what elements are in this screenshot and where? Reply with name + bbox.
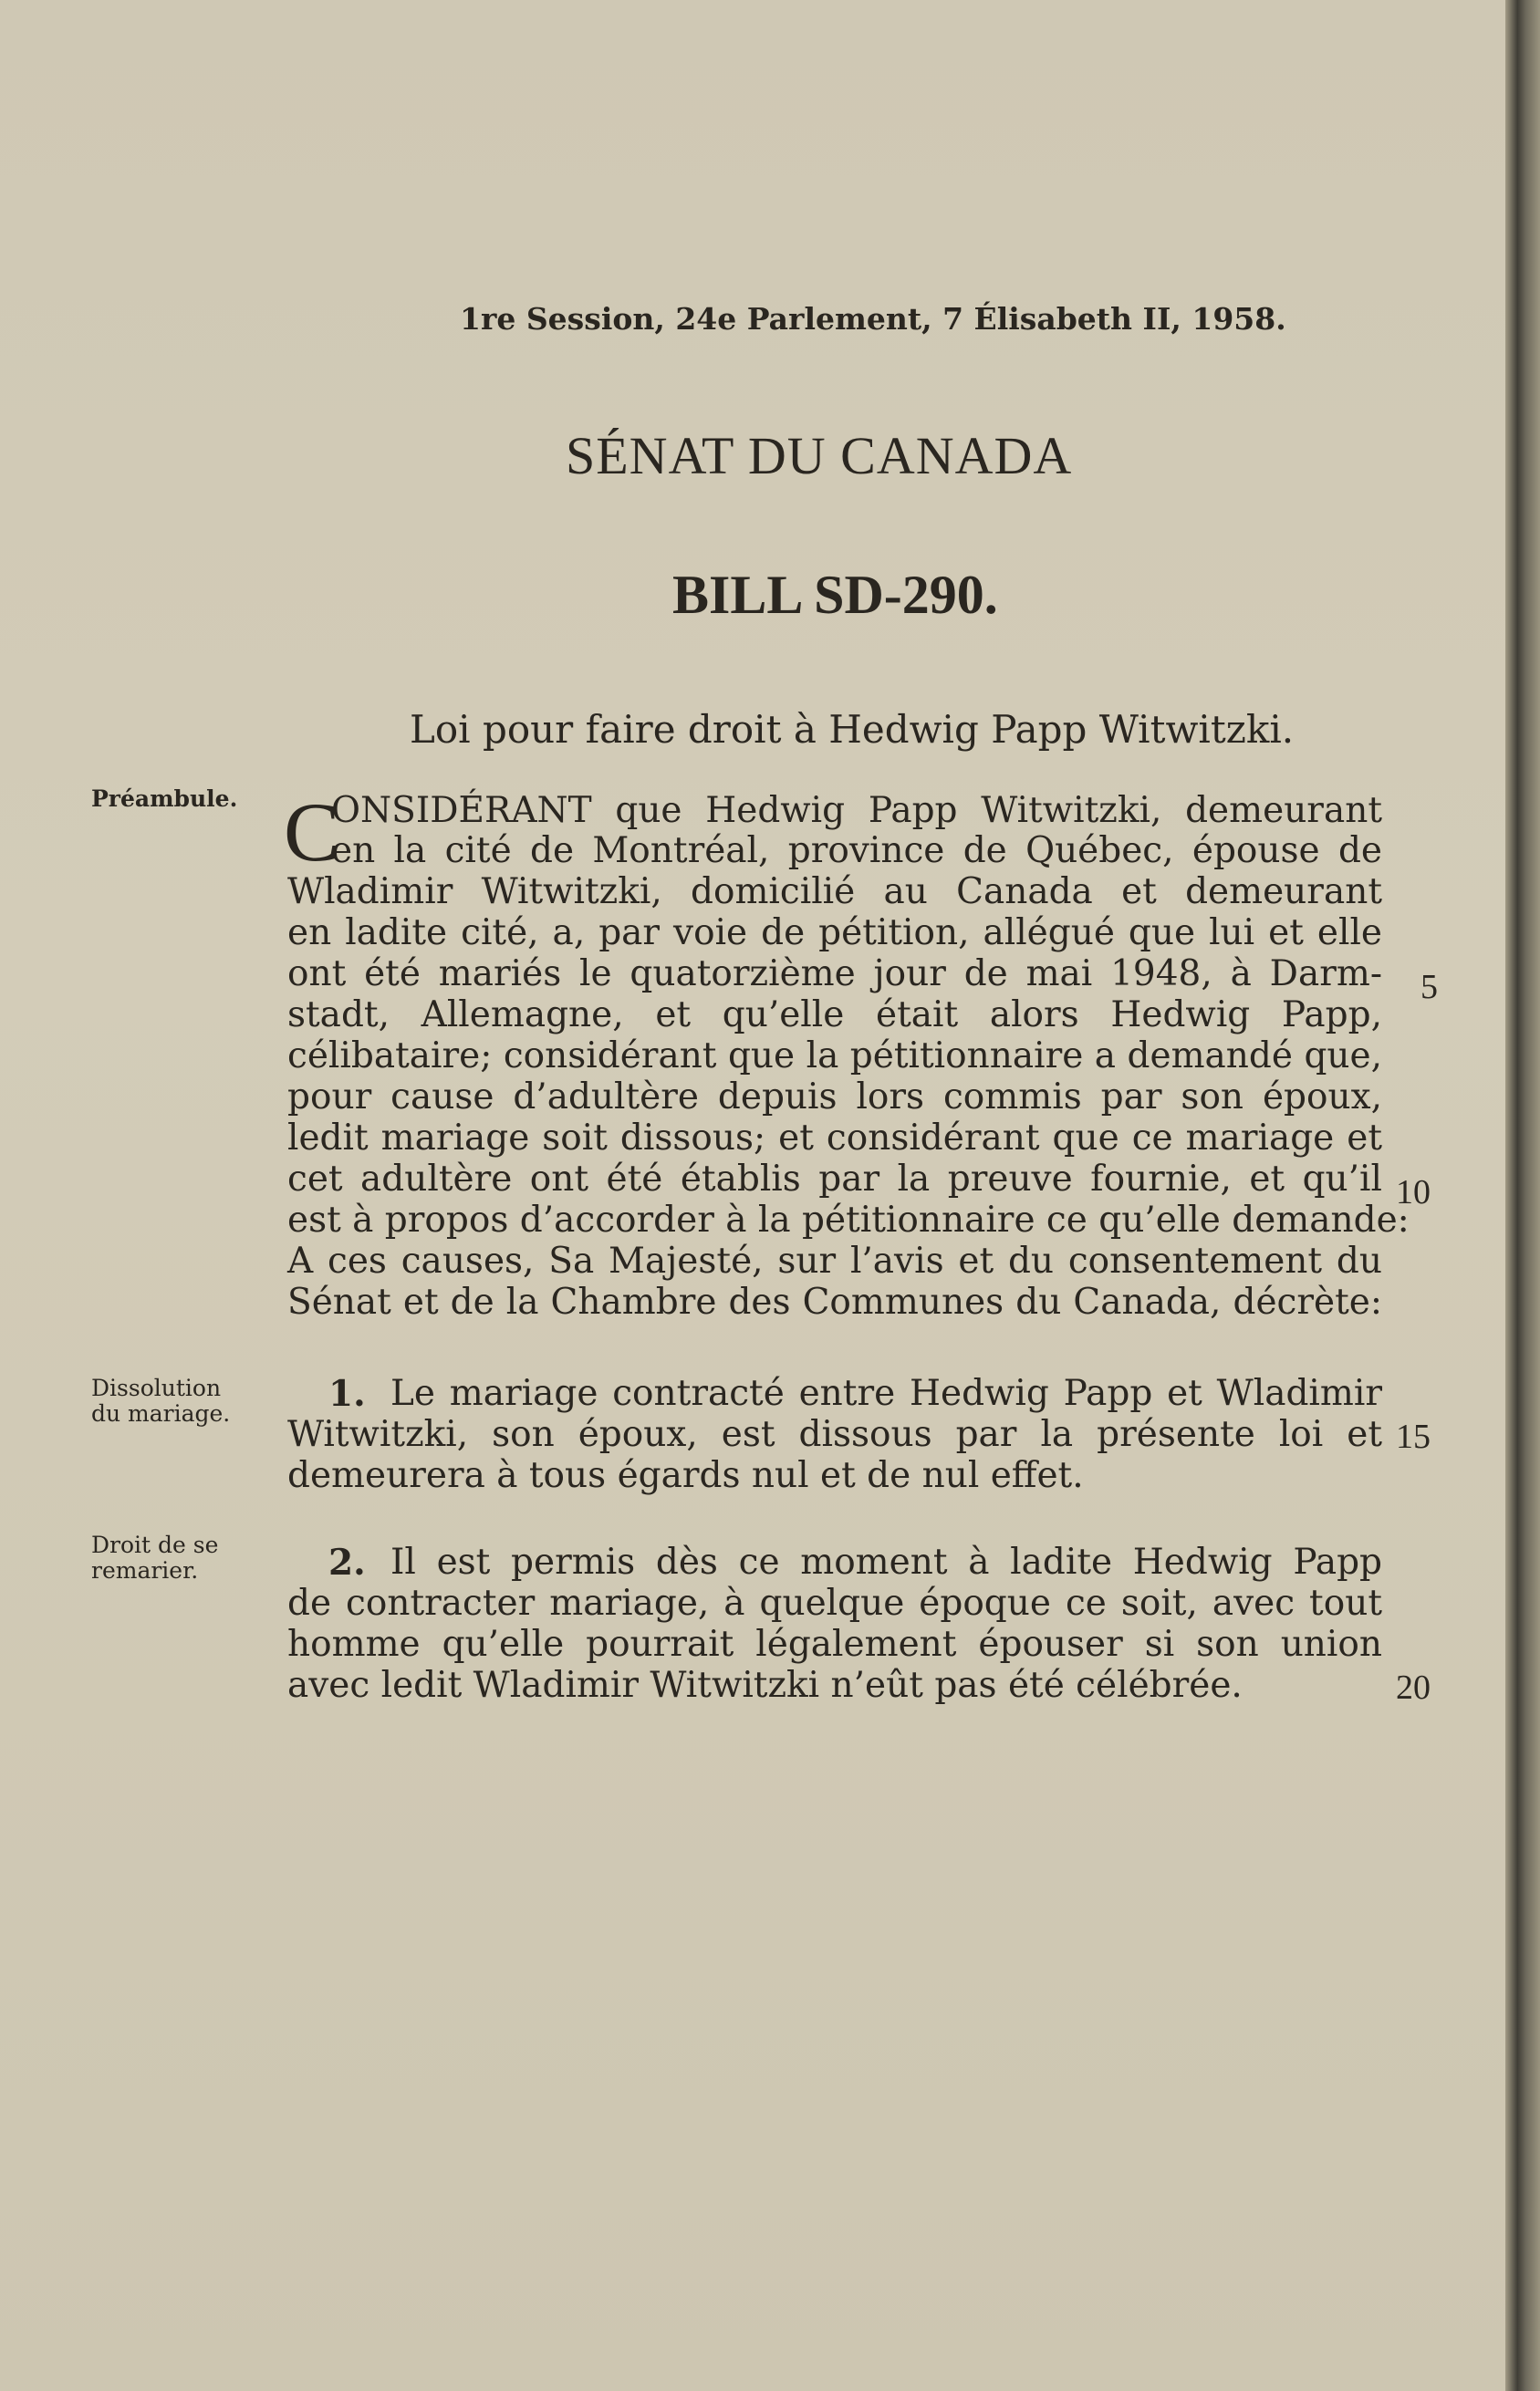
section-1-number: 1. bbox=[328, 1373, 366, 1415]
section-2-line-1: Il est permis dès ce moment à ladite Hedwig Papp bbox=[390, 1542, 1382, 1583]
section-1-line-2: Witwitzki, son époux, est dissous par la présente loi et bbox=[287, 1414, 1382, 1455]
line-number-20: 20 bbox=[1396, 1669, 1431, 1707]
preamble-line-6: stadt, Allemagne, et qu’elle était alors Hedwig Papp, bbox=[287, 994, 1382, 1035]
preamble-line-9: ledit mariage soit dissous; et considérant que ce mariage et bbox=[287, 1118, 1382, 1159]
bill-number: BILL SD-290. bbox=[672, 565, 998, 625]
preamble-line-11: est à propos d’accorder à la pétitionnaire ce qu’elle demande: bbox=[287, 1200, 1410, 1241]
section-2-line-2: de contracter mariage, à quelque époque ce soit, avec tout bbox=[287, 1583, 1382, 1624]
line-number-5: 5 bbox=[1420, 968, 1438, 1006]
preamble-line-2: en la cité de Montréal, province de Québec, épouse de bbox=[331, 830, 1382, 871]
session-line: 1re Session, 24e Parlement, 7 Élisabeth II, 1958. bbox=[460, 301, 1286, 337]
preamble-line-8: pour cause d’adultère depuis lors commis par son époux, bbox=[287, 1076, 1382, 1118]
section-1-line-1: Le mariage contracté entre Hedwig Papp et Wladimir bbox=[390, 1373, 1382, 1414]
section-2-line-4: avec ledit Wladimir Witwitzki n’eût pas été célébrée. bbox=[287, 1665, 1243, 1706]
preamble-line-13: Sénat et de la Chambre des Communes du Canada, décrète: bbox=[287, 1282, 1382, 1323]
page-edge bbox=[1505, 0, 1540, 2391]
preamble-line-1: ONSIDÉRANT que Hedwig Papp Witwitzki, demeurant bbox=[331, 790, 1382, 831]
margin-note-preamble: Préambule. bbox=[91, 785, 238, 812]
margin-note-dissolution-2: du mariage. bbox=[91, 1400, 231, 1427]
line-number-10: 10 bbox=[1396, 1173, 1431, 1211]
preamble-line-12: A ces causes, Sa Majesté, sur l’avis et du consentement du bbox=[287, 1241, 1382, 1282]
line-number-15: 15 bbox=[1396, 1418, 1431, 1456]
preamble-line-10: cet adultère ont été établis par la preuve fournie, et qu’il bbox=[287, 1159, 1382, 1200]
margin-note-dissolution-1: Dissolution bbox=[91, 1375, 222, 1401]
section-1-line-3: demeurera à tous égards nul et de nul effet. bbox=[287, 1455, 1084, 1496]
margin-note-remarry-2: remarier. bbox=[91, 1557, 199, 1584]
preamble-line-4: en ladite cité, a, par voie de pétition, allégué que lui et elle bbox=[287, 912, 1382, 953]
act-title: Loi pour faire droit à Hedwig Papp Witwitzki. bbox=[410, 707, 1295, 752]
chamber-title: SÉNAT DU CANADA bbox=[566, 426, 1073, 485]
preamble-line-5: ont été mariés le quatorzième jour de mai 1948, à Darm- bbox=[287, 953, 1382, 994]
preamble-line-3: Wladimir Witwitzki, domicilié au Canada et demeurant bbox=[287, 871, 1382, 912]
section-2-line-3: homme qu’elle pourrait légalement épouser si son union bbox=[287, 1624, 1382, 1665]
section-2-number: 2. bbox=[328, 1542, 366, 1584]
drop-cap: C bbox=[284, 785, 340, 878]
preamble-line-7: célibataire; considérant que la pétitionnaire a demandé que, bbox=[287, 1035, 1382, 1076]
margin-note-remarry-1: Droit de se bbox=[91, 1532, 219, 1558]
